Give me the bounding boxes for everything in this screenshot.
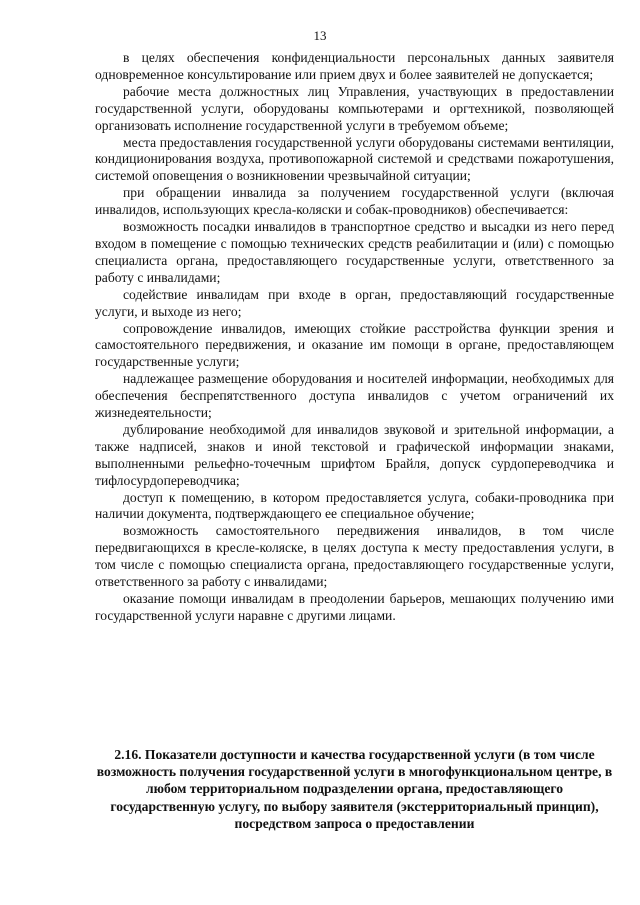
paragraph-workplaces: рабочие места должностных лиц Управления, участвующих в предоставлении государственной услуги, оборудованы компьютерами и оргтехникой, позволяющей организовать исполнение государственной услуги в требуемом объеме; xyxy=(95,83,614,133)
paragraph-disabled-intro: при обращении инвалида за получением государственной услуги (включая инвалидов, использующих кресла-коляски и собак-проводников) обеспечивается: xyxy=(95,185,614,218)
body-text xyxy=(95,50,614,625)
paragraph-mobility: возможность самостоятельного передвижения инвалидов, в том числе передвигающихся в кресле-коляске, в целях доступа к месту предоставления услуги, в том числе с помощью специалиста органа, предоставляющего государственные услуги, ответственного за работу с инвалидами; xyxy=(95,523,614,590)
section-heading-2-16: 2.16. Показатели доступности и качества государственной услуги (в том числе возможность получения государственной услуги в многофункциональном центре, в любом территориальном подразделении органа, предоставляющего государственную услугу, по выбору заявителя (экстерриториальный принцип), посредством запроса о предоставлении xyxy=(96,747,613,831)
page-number: 13 xyxy=(313,28,327,43)
paragraph-entry-assistance: содействие инвалидам при входе в орган, предоставляющий государственные услуги, и выходе из него; xyxy=(95,286,614,319)
paragraph-escort: сопровождение инвалидов, имеющих стойкие расстройства функции зрения и самостоятельного передвижения, и оказание им помощи в органе, предоставляющем государственные услуги; xyxy=(95,320,614,370)
paragraph-braille: дублирование необходимой для инвалидов звуковой и зрительной информации, а также надписей, знаков и иной текстовой и графической информации знаками, выполненными рельефно-точечным шрифтом Брайля, допуск сурдопереводчика и тифлосурдопереводчика; xyxy=(95,421,614,488)
paragraph-equipment: надлежащее размещение оборудования и носителей информации, необходимых для обеспечения беспрепятственного доступа инвалидов с учетом ограничений их жизнедеятельности; xyxy=(95,371,614,421)
paragraph-transport: возможность посадки инвалидов в транспортное средство и высадки из него перед входом в помещение с помощью технических средств реабилитации и (или) с помощью специалиста органа, предоставляющего государственные услуги, ответственного за работу с инвалидами; xyxy=(95,219,614,285)
paragraph-ventilation: места предоставления государственной услуги оборудованы системами вентиляции, кондиционирования воздуха, противопожарной системой и средствами пожаротушения, системой оповещения о возникновении чрезвычайной ситуации; xyxy=(95,134,614,184)
paragraph-guide-dog: доступ к помещению, в котором предоставляется услуга, собаки-проводника при наличии документа, подтверждающего ее специальное обучение; xyxy=(95,489,614,522)
paragraph-barriers: оказание помощи инвалидам в преодолении барьеров, мешающих получению ими государственной услуги наравне с другими лицами. xyxy=(95,591,614,623)
paragraph-confidentiality: в целях обеспечения конфиденциальности персональных данных заявителя одновременное консультирование или прием двух и более заявителей не допускается; xyxy=(95,50,614,82)
